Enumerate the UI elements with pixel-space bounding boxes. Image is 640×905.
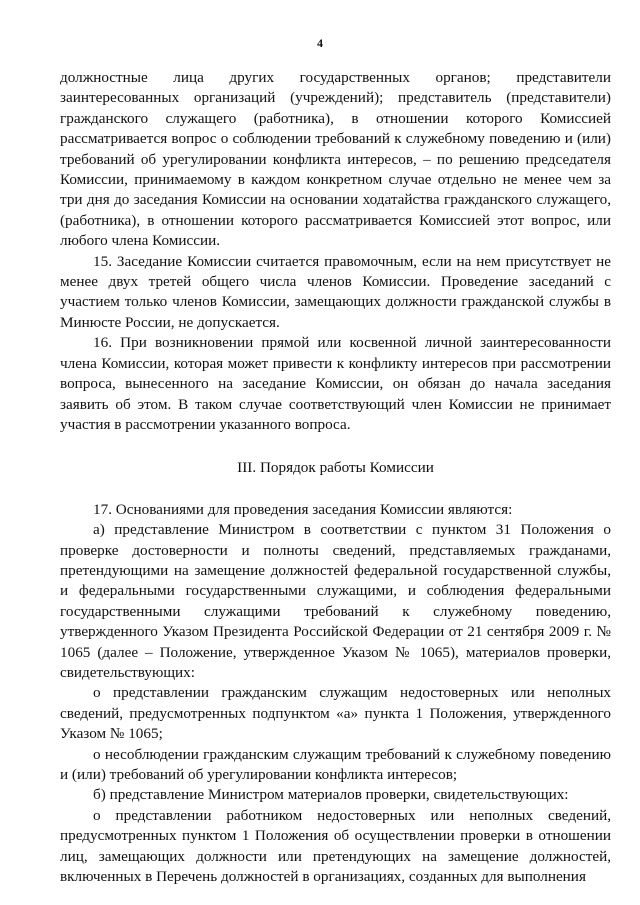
section-heading: III. Порядок работы Комиссии — [237, 459, 434, 477]
page-number: 4 — [317, 36, 323, 50]
document-body — [60, 68, 611, 887]
paragraph-17-a: а) представление Министром в соответствии с пунктом 31 Положения о проверке достоверности и полноты сведений, представляемых гражданами, претендующими на замещение должностей федеральной государственной службы, и федеральными государственными служащими, и соблюдения федеральными государственными служащими требований к служебному поведению, утвержденного Указом Президента Российской Федерации от 21 сентября 2009 г. № 1065 (далее – Положение, утвержденное Указом № 1065), материалов проверки, свидетельствующих: — [60, 521, 611, 681]
paragraph-17-b: б) представление Министром материалов проверки, свидетельствующих: — [93, 786, 569, 804]
paragraph-16: 16. При возникновении прямой или косвенной личной заинтересованности члена Комиссии, которая может привести к конфликту интересов при рассмотрении вопроса, вынесенного на заседание Комиссии, он обязан до начала заседания заявить об этом. В таком случае соответствующий член Комиссии не принимает участия в рассмотрении указанного вопроса. — [60, 334, 611, 433]
section-spacer — [60, 486, 611, 500]
paragraph-17-a-item-1: о представлении гражданским служащим недостоверных или неполных сведений, предусмотренных подпунктом «а» пункта 1 Положения, утвержденного Указом № 1065; — [60, 684, 611, 743]
paragraph-15: 15. Заседание Комиссии считается правомочным, если на нем присутствует не менее двух третей общего числа членов Комиссии. Проведение заседаний с участием только членов Комиссии, замещающих должности гражданской службы в Минюсте России, не допускается. — [60, 252, 611, 331]
paragraph-17-a-item-2: о несоблюдении гражданским служащим требований к служебному поведению и (или) требований об урегулировании конфликта интересов; — [60, 745, 611, 783]
paragraph-continuation: должностные лица других государственных органов; представители заинтересованных организаций (учреждений); представитель (представители) гражданского служащего (работника), в отношении которого Комиссией рассматривается вопрос о соблюдении требований к служебному поведению и (или) требований об урегулировании конфликта интересов, – по решению председателя Комиссии, принимаемому в каждом конкретном случае отдельно не менее чем за три дня до заседания Комиссии на основании ходатайства гражданского служащего, (работника), в отношении которого рассматривается Комиссией этот вопрос, или любого члена Комиссии. — [60, 69, 611, 250]
paragraph-17-b-item-1: о представлении работником недостоверных или неполных сведений, предусмотренных пунктом 1 Положения об осуществлении проверки в отношении лиц, замещающих должности или претендующих на замещение должностей, включенных в Перечень должностей в организациях, созданных для выполнения — [60, 806, 611, 886]
paragraph-17: 17. Основаниями для проведения заседания Комиссии являются: — [93, 500, 513, 518]
